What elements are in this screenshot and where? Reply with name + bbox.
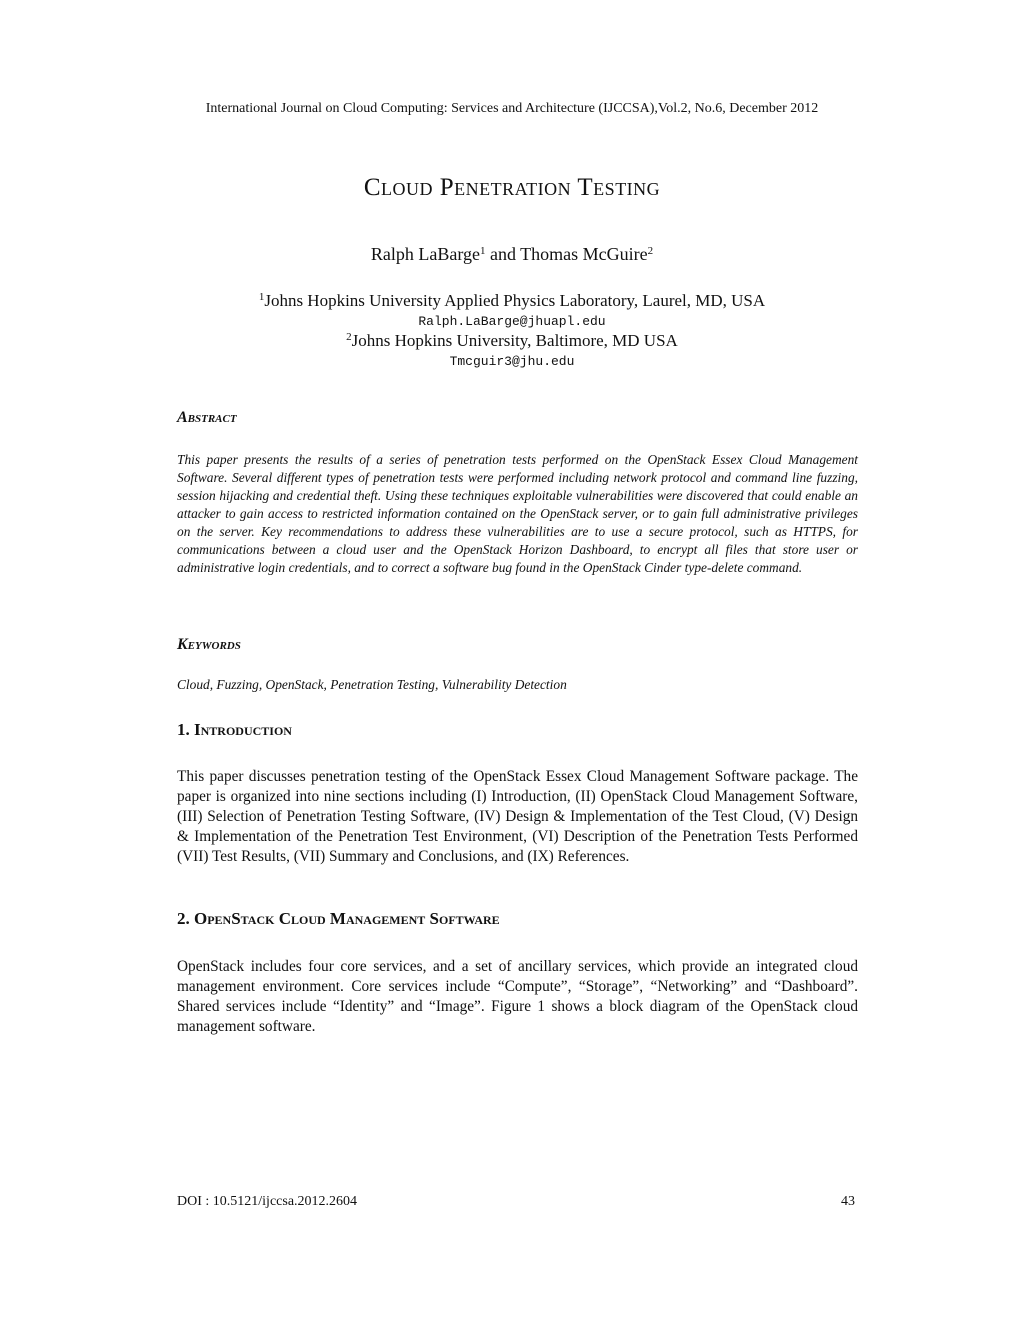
section-1-heading: 1. Introduction xyxy=(177,720,292,739)
keywords-text: Cloud, Fuzzing, OpenStack, Penetration Testing, Vulnerability Detection xyxy=(177,677,567,692)
author-1: Ralph LaBarge xyxy=(370,244,480,264)
affiliation-2-sup: 2 xyxy=(346,331,352,343)
author-1-sup: 1 xyxy=(480,245,486,257)
page-number: 43 xyxy=(841,1194,855,1209)
affiliation-1 xyxy=(0,291,1024,311)
journal-header: International Journal on Cloud Computing: Services and Architecture (IJCCSA),Vol.2, No.6, December 2012 xyxy=(205,101,819,116)
author-2-sup: 2 xyxy=(647,245,654,257)
affiliation-1-email: Ralph.LaBarge@jhuapl.edu xyxy=(418,314,606,329)
affiliation-2-name: Johns Hopkins University, Baltimore, MD USA xyxy=(351,331,678,350)
author-2: Thomas McGuire xyxy=(520,244,648,264)
affiliation-1-sup: 1 xyxy=(258,291,265,303)
footer-doi: DOI : 10.5121/ijccsa.2012.2604 xyxy=(177,1194,358,1209)
author-joiner: and xyxy=(485,244,521,264)
affiliation-1-name: Johns Hopkins University Applied Physics Laboratory, Laurel, MD, USA xyxy=(264,291,766,310)
paper-title: Cloud Penetration Testing xyxy=(363,174,661,201)
affiliation-2-email: Tmcguir3@jhu.edu xyxy=(449,354,575,369)
section-1-text: This paper discusses penetration testing of the OpenStack Essex Cloud Management Software package. The paper is organized into nine sections including (I) Introduction, (II) OpenStack Cloud Management Software, (III) Selection of Penetration Testing Software, (IV) Design & Implementation of the Test Cloud, (V) Design & Implementation of the Penetration Test Environment, (VI) Description of the Penetration Tests Performed (VII) Test Results, (VII) Summary and Conclusions, and (IX) References. xyxy=(177,768,858,865)
section-2-text: OpenStack includes four core services, and a set of ancillary services, which provide an integrated cloud management environment. Core services include “Compute”, “Storage”, “Networking” and “Dashboard”. Shared services include “Identity” and “Image”. Figure 1 shows a block diagram of the OpenStack cloud management software. xyxy=(177,958,858,1035)
author-line xyxy=(0,244,1024,265)
section-2-heading: 2. OpenStack Cloud Management Software xyxy=(177,909,500,928)
keywords-heading: Keywords xyxy=(177,636,241,653)
affiliation-2 xyxy=(0,331,1024,351)
abstract-heading: Abstract xyxy=(177,409,237,426)
abstract-text: This paper presents the results of a series of penetration tests performed on the OpenStack Essex Cloud Management Software. Several different types of penetration tests were performed including network protocol and command line fuzzing, session hijacking and credential theft. Using these techniques exploitable vulnerabilities were discovered that could enable an attacker to gain access to restricted information contained on the OpenStack server, or to gain full administrative privileges on the server. Key recommendations to address these vulnerabilities are to use a secure protocol, such as HTTPS, for communications between a cloud user and the OpenStack Horizon Dashboard, to encrypt all files that store user or administrative login credentials, and to correct a software bug found in the OpenStack Cinder type-delete command. xyxy=(177,452,858,575)
